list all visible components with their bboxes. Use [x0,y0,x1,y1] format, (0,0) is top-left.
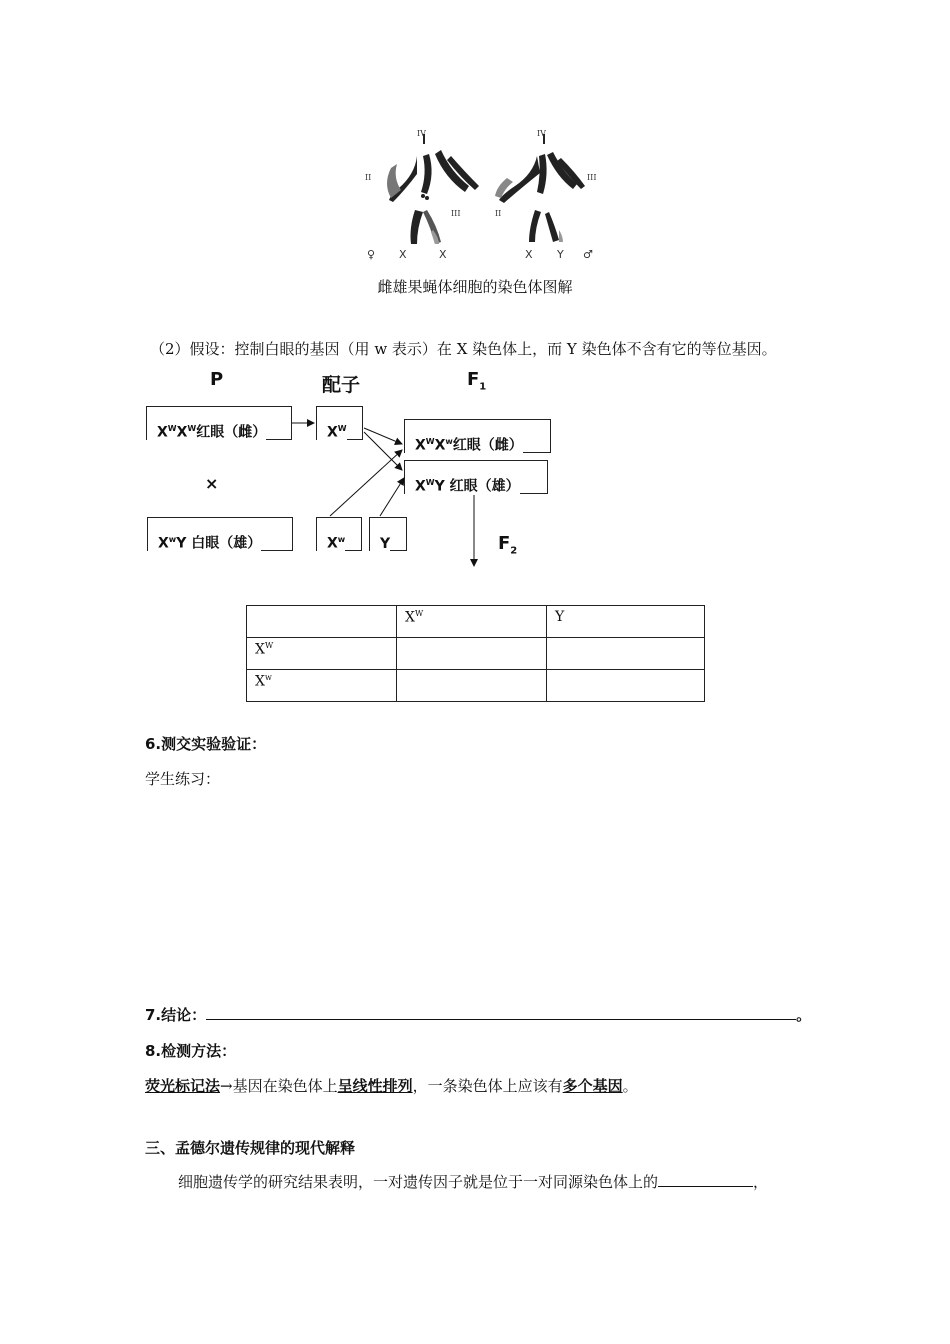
gamete-female-genotype: $X^W$ [317,421,347,441]
table-cell [547,670,705,702]
male-x-label: X [525,248,533,261]
label-f1: $F_1$ [467,369,487,393]
male-symbol: ♂ [583,248,593,261]
f1-male-box [404,460,548,494]
female-iii-label: III [451,209,461,218]
method-linear: 呈线性排列 [337,1077,413,1095]
male-ii-label: II [495,209,502,218]
table-header-y: Y [547,606,705,638]
p-male-genotype: $X^wY$ 白眼（雄） [148,532,261,552]
male-iv-label: IV [537,129,546,138]
section-7-conclusion: 7.结论： 。 [145,1006,812,1024]
cross-symbol: × [205,474,219,493]
section-8-heading: 8.检测方法： [145,1042,237,1060]
cross-arrows [0,0,950,600]
female-x2-label: X [439,248,447,261]
final-blank[interactable] [658,1186,753,1187]
female-iv-label: IV [417,129,426,138]
method-text: 荧光标记法→基因在染色体上呈线性排列，一条染色体上应该有多个基因。 [145,1077,638,1095]
conclusion-blank[interactable] [206,1019,796,1020]
gamete-male1-box [316,517,362,551]
table-header-xw: $X^W$ [397,606,547,638]
gamete-male2-box [369,517,407,551]
p-male-box [147,517,293,551]
gamete-male1-genotype: $X^w$ [317,532,345,552]
chromosome-figure [355,126,605,266]
method-many-genes: 多个基因 [562,1077,623,1095]
gamete-female-box [316,406,363,440]
table-row [247,670,705,702]
practice-label: 学生练习： [145,770,221,788]
f1-female-genotype: $X^WX^w$红眼（雌） [405,434,523,454]
punnett-table [246,605,705,702]
male-chromosomes [495,134,585,242]
section-3-heading: 三、孟德尔遗传规律的现代解释 [145,1139,356,1157]
final-paragraph: 细胞遗传学的研究结果表明，一对遗传因子就是位于一对同源染色体上的 ， [178,1173,769,1191]
table-cell [547,638,705,670]
female-chromosomes [387,134,479,244]
table-row [247,606,705,638]
f1-male-genotype: $X^WY$ 红眼（雄） [405,475,520,495]
table-corner-cell [247,606,397,638]
p-female-box [146,406,292,440]
label-gamete: 配子 [322,374,361,396]
table-cell [397,670,547,702]
male-iii-label: III [587,173,597,182]
p-female-genotype: $X^WX^W$红眼（雌） [147,421,266,441]
figure-caption: 雌雄果蝇体细胞的染色体图解 [377,278,573,296]
female-ii-label: II [365,173,372,182]
gamete-male2-genotype: Y [370,536,390,552]
table-row-header-xw: $X^W$ [247,638,397,670]
female-x1-label: X [399,248,407,261]
method-fluorescent: 荧光标记法 [145,1077,221,1095]
label-f2: $F_2$ [498,533,518,557]
f1-female-box [404,419,551,453]
female-symbol: ♀ [367,248,376,261]
section-6-heading: 6.测交实验验证： [145,735,267,753]
table-row-header-xlw: $X^w$ [247,670,397,702]
label-p: P [210,369,224,390]
hypothesis-text: （2）假设：控制白眼的基因（用 w 表示）在 X 染色体上，而 Y 染色体不含有它的等位基因。 [150,340,777,358]
table-cell [397,638,547,670]
male-y-label: Y [557,248,564,261]
table-row [247,638,705,670]
